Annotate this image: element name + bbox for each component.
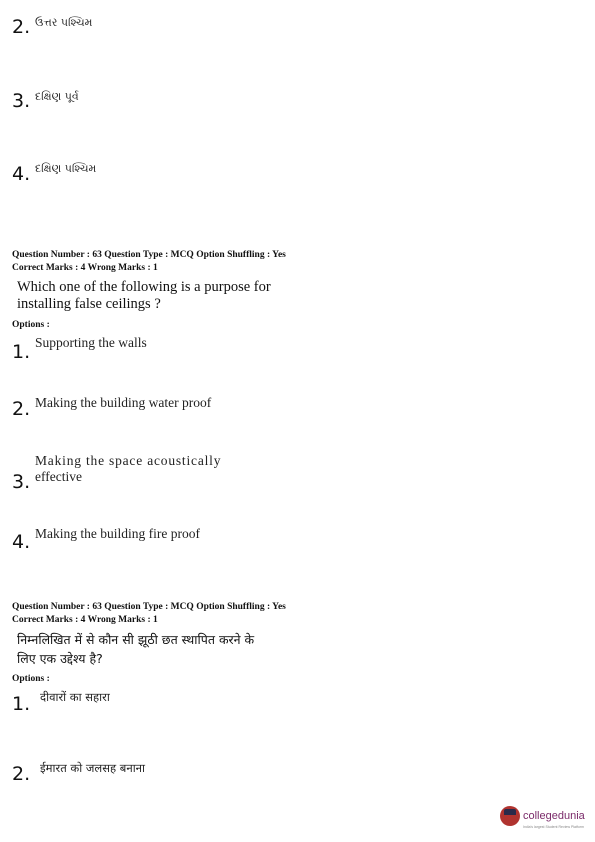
question-text: [17, 630, 254, 668]
question-text-line: लिए एक उद्देश्य है?: [17, 651, 103, 666]
option-text-line: effective: [35, 469, 82, 484]
option-text: ईमारत को जलसह बनाना: [40, 761, 146, 775]
option-number: 2.: [12, 763, 31, 785]
watermark-brand: collegedunia: [523, 809, 585, 822]
question-text-line: Which one of the following is a purpose for: [17, 279, 271, 295]
question-meta-line: Question Number : 63 Question Type : MCQ Option Shuffling : Yes: [12, 602, 286, 612]
option-text: દક્ષિણ પશ્ચિમ: [35, 162, 97, 175]
option-number: 4.: [12, 163, 31, 185]
options-label: Options :: [12, 674, 50, 684]
question-meta: [12, 249, 286, 274]
watermark-tagline: India's largest Student Review Platform: [523, 825, 584, 829]
graduate-cap-icon: [500, 806, 520, 826]
question-meta: [12, 601, 286, 626]
collegedunia-watermark: [500, 806, 585, 829]
option-text: दीवारों का सहारा: [40, 690, 110, 704]
option-number: 4.: [12, 531, 31, 553]
options-label: Options :: [12, 320, 50, 330]
option-text: Supporting the walls: [35, 335, 147, 350]
option-number: 3.: [12, 90, 31, 112]
question-text: [17, 279, 271, 313]
question-text-line: installing false ceilings ?: [17, 296, 161, 312]
question-meta-line: Question Number : 63 Question Type : MCQ Option Shuffling : Yes: [12, 250, 286, 260]
option-text: [35, 453, 221, 485]
option-text: દક્ષિણ પૂર્વ: [35, 90, 79, 103]
option-number: 1.: [12, 693, 31, 715]
question-text-line: निम्नलिखित में से कौन सी झूठी छत स्थापित करने के: [17, 632, 255, 647]
option-text-line: Making the space acoustically: [35, 453, 222, 468]
option-text: Making the building fire proof: [35, 526, 200, 541]
option-number: 1.: [12, 341, 31, 363]
option-number: 3.: [12, 471, 31, 493]
option-text: Making the building water proof: [35, 395, 212, 410]
option-text: ઉત્તર પશ્ચિમ: [35, 16, 93, 29]
question-meta-line: Correct Marks : 4 Wrong Marks : 1: [12, 614, 158, 625]
option-number: 2.: [12, 398, 31, 420]
question-meta-line: Correct Marks : 4 Wrong Marks : 1: [12, 262, 158, 273]
option-number: 2.: [12, 16, 31, 38]
